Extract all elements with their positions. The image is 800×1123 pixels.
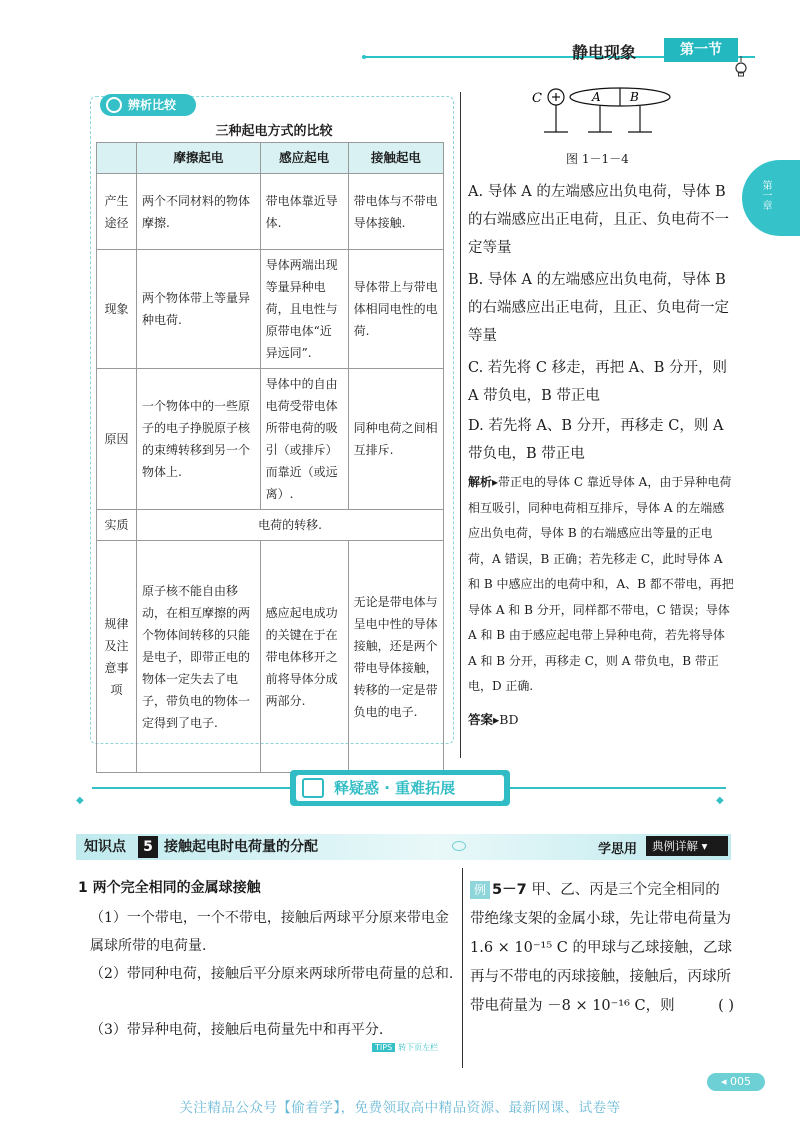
knowledge-label: 知识点	[84, 839, 126, 855]
comparison-table	[96, 142, 444, 773]
answer	[468, 710, 519, 728]
example-number: 5－7	[492, 882, 527, 898]
table-cell: 无论是带电体与呈电中性的导体接触，还是两个带电导体接触，转移的一定是带负电的电子.	[348, 541, 443, 773]
eye-icon	[452, 841, 466, 851]
table-cell: 两个不同材料的物体摩擦.	[137, 174, 261, 250]
knowledge-subtitle: 1 两个完全相同的金属球接触	[78, 880, 261, 896]
table-cell: 同种电荷之间相互排斥.	[348, 369, 443, 510]
banner-ornament-left: ◆	[76, 795, 84, 806]
analysis-text: 带正电的导体 C 靠近导体 A，由于异种电荷相互吸引，同种电荷相互排斥，导体 A 的左端感应出负电荷，导体 B 的右端感应出等量的正电荷，A 错误，B 正确；若先移走 C，此时导体 A 和 B 中感应出的电荷中和，A、B 都不带电，再把导体 A 和 B 分开，同样都不带电，C 错误；导体 A 和 B 由于感应起电带上异种电荷，若先将导体 A 和 B 分开，再移走 C，则 A 带负电，B 带正电，D 正确.	[468, 475, 734, 693]
notebook-icon	[302, 778, 324, 798]
analysis	[468, 470, 734, 700]
conductor-figure	[530, 82, 700, 154]
figure-caption: 图 1－1－4	[566, 152, 629, 166]
table-cell-merged: 电荷的转移.	[137, 510, 444, 541]
knowledge-point: （2）带同种电荷，接触后平分原来两球所带电荷量的总和.	[90, 966, 454, 982]
table-row	[97, 174, 444, 250]
table-cell: 带电体与不带电导体接触.	[348, 174, 443, 250]
example-tag: 例	[470, 881, 490, 899]
column-divider	[460, 92, 461, 758]
chapter-tag: 第一节	[664, 38, 738, 62]
example-problem	[470, 876, 734, 1021]
table-row	[97, 369, 444, 510]
footer-watermark: 关注精品公众号【偷着学】，免费领取高中精品资源、最新网课、试卷等	[179, 1100, 621, 1116]
section-title: 静电现象	[572, 43, 637, 62]
knowledge-number: 5	[138, 836, 158, 858]
table-cell: 带电体靠近导体.	[260, 174, 348, 250]
column-header: 摩擦起电	[137, 143, 261, 174]
table-cell: 感应起电成功的关键在于在带电体移开之前将导体分成两部分.	[260, 541, 348, 773]
table-title: 三种起电方式的比较	[215, 124, 333, 139]
table-cell: 导体带上与带电体相同电性的电荷.	[348, 250, 443, 369]
column-divider	[462, 868, 463, 1068]
table-corner	[97, 143, 137, 174]
compare-tag	[100, 94, 196, 116]
answer-value: BD	[499, 712, 519, 727]
tips-text: 转下页左栏	[398, 1043, 439, 1052]
table-row	[97, 541, 444, 773]
table-cell: 两个物体带上等量异种电荷.	[137, 250, 261, 369]
table-header-row	[97, 143, 444, 174]
option-c[interactable]: C. 若先将 C 移走，再把 A、B 分开，则 A 带负电，B 带正电	[468, 360, 727, 404]
lightbulb-icon	[106, 97, 122, 113]
page-number: ◂ 005	[707, 1073, 765, 1091]
banner-title: 释疑惑 · 重难拓展	[334, 779, 456, 797]
knowledge-point: （1）一个带电，一个不带电，接触后两球平分原来带电金属球所带的电荷量.	[90, 910, 449, 954]
table-cell: 导体中的自由电荷受带电体所带电荷的吸引（或排斥）而靠近（或远离）.	[260, 369, 348, 510]
header-rule-dot	[362, 55, 366, 59]
chapter-side-tab[interactable]	[742, 160, 800, 236]
row-header: 原因	[97, 369, 137, 510]
tips-note	[372, 1042, 448, 1056]
row-header: 规律及注意事项	[97, 541, 137, 773]
row-header: 现象	[97, 250, 137, 369]
lightbulb-icon	[734, 56, 748, 78]
knowledge-title: 接触起电时电荷量的分配	[164, 839, 318, 855]
table-row	[97, 250, 444, 369]
banner-ornament-right: ◆	[716, 795, 724, 806]
table-cell: 导体两端出现等量异种电荷，且电性与原带电体“近异远同”.	[260, 250, 348, 369]
figure-label-a: A	[592, 90, 601, 104]
answer-label: 答案▸	[468, 712, 500, 727]
compare-tag-label: 辨析比较	[128, 98, 177, 112]
table-row	[97, 510, 444, 541]
tips-badge: TIPS	[372, 1043, 395, 1052]
knowledge-point: （3）带异种电荷，接触后电荷量先中和再平分.	[90, 1022, 384, 1038]
row-header: 产生途径	[97, 174, 137, 250]
analysis-label: 解析▸	[468, 475, 499, 489]
figure-label-c: C	[532, 91, 542, 106]
answer-blank: ( )	[718, 998, 734, 1014]
example-detail-button[interactable]: 典例详解 ▾	[646, 836, 728, 856]
figure-label-b: B	[630, 90, 639, 104]
column-header: 接触起电	[348, 143, 443, 174]
row-header: 实质	[97, 510, 137, 541]
column-header: 感应起电	[260, 143, 348, 174]
table-cell: 一个物体中的一些原子的电子挣脱原子核的束缚转移到另一个物体上.	[137, 369, 261, 510]
option-a[interactable]: A. 导体 A 的左端感应出负电荷，导体 B 的右端感应出正电荷，且正、负电荷不一定等量	[468, 184, 729, 256]
example-text: 甲、乙、丙是三个完全相同的带绝缘支架的金属小球，先让带电荷量为 1.6 × 10⁻¹⁵ C 的甲球与乙球接触，乙球再与不带电的丙球接触，接触后，丙球所带电荷量为 －8 × 10⁻¹⁶ C，则	[470, 882, 732, 1014]
option-d[interactable]: D. 若先将 A、B 分开，再移走 C，则 A 带负电，B 带正电	[468, 418, 724, 462]
table-cell: 原子核不能自由移动，在相互摩擦的两个物体间转移的只能是电子，即带正电的物体一定失去了电子，带负电的物体一定得到了电子.	[137, 541, 261, 773]
option-b[interactable]: B. 导体 A 的左端感应出负电荷，导体 B 的右端感应出正电荷，且正、负电荷一定等量	[468, 272, 729, 344]
side-tab-label: 第一章	[760, 180, 771, 210]
xsy-label: 学思用	[598, 842, 638, 857]
